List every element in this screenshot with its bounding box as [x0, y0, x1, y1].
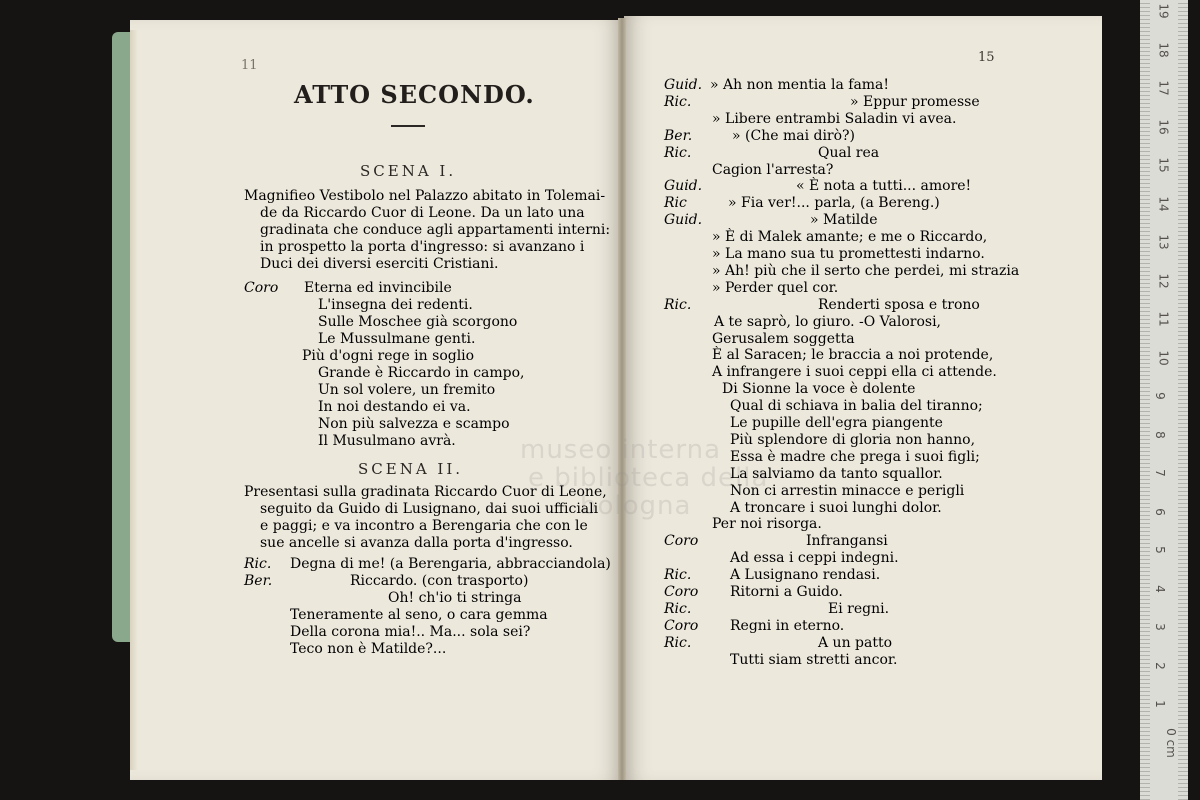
- ruler-number: 1: [1152, 700, 1167, 708]
- ruler-number: 14: [1156, 195, 1171, 212]
- dialogue-line: A troncare i suoi lunghi dolor.: [730, 499, 942, 516]
- verse-line: Grande è Riccardo in campo,: [318, 365, 525, 381]
- dialogue-line: » Libere entrambi Saladin vi avea.: [712, 110, 957, 127]
- verse-line: Eterna ed invincibile: [304, 280, 452, 296]
- ruler-number: 9: [1152, 392, 1167, 400]
- dialogue-line: » Ah non mentia la fama!: [710, 77, 890, 93]
- speaker-label: Ric.: [244, 556, 272, 572]
- stage-direction: [244, 188, 611, 273]
- stage-line: Magnifieo Vestibolo nel Palazzo abitato in Tolemai-: [244, 188, 606, 204]
- verse-line: Sulle Moschee già scorgono: [318, 314, 518, 330]
- dialogue-line: » (Che mai dirò?): [732, 127, 856, 144]
- ruler-number: 16: [1156, 118, 1171, 135]
- ruler-number: 3: [1152, 623, 1167, 631]
- stage-line: sue ancelle si avanza dalla porta d'ingresso.: [260, 535, 573, 551]
- dialogue-line: » La mano sua tu promettesti indarno.: [712, 246, 985, 262]
- ruler-number: 5: [1152, 546, 1167, 554]
- dialogue-line: » Fia ver!... parla, (a Bereng.): [728, 195, 940, 212]
- ruler-number: 8: [1152, 430, 1167, 439]
- speaker-label: Ric.: [664, 296, 692, 313]
- speaker-label: Ric.: [664, 634, 692, 651]
- speaker-label: Guid.: [664, 212, 703, 229]
- dialogue-line: La salviamo da tanto squallor.: [730, 465, 943, 482]
- verse-line: Il Musulmano avrà.: [318, 433, 456, 449]
- ruler-number: 13: [1156, 234, 1171, 250]
- book-gutter: [618, 18, 626, 780]
- scene-title: SCENA II.: [358, 460, 464, 478]
- stage-line: Duci dei diversi eserciti Cristiani.: [260, 256, 499, 272]
- ruler-number: 15: [1156, 157, 1171, 173]
- ruler-number: 10: [1156, 349, 1171, 366]
- ruler-number: 4: [1152, 584, 1167, 593]
- dialogue-line: » Perder quel cor.: [712, 279, 839, 296]
- speaker-label: Guid.: [664, 77, 703, 93]
- dialogue-line: Ritorni a Guido.: [730, 584, 843, 600]
- stage-line: gradinata che conduce agli appartamenti interni:: [260, 222, 611, 238]
- speaker-label: Ric.: [664, 600, 692, 617]
- dialogue-line: Regni in eterno.: [730, 617, 845, 634]
- dialogue-line: Riccardo. (con trasporto): [350, 573, 529, 589]
- stage-direction: [244, 484, 607, 552]
- page-number: 15: [978, 50, 995, 65]
- speaker-label: Coro: [664, 617, 699, 634]
- dialogue-line: Ad essa i ceppi indegni.: [730, 550, 899, 567]
- dialogue-line: Più splendore di gloria non hanno,: [730, 431, 976, 448]
- dialogue-line: Della corona mia!.. Ma... sola sei?: [290, 624, 531, 640]
- speaker-label: Ric: [664, 195, 687, 212]
- stage-line: de da Riccardo Cuor di Leone. Da un lato una: [260, 205, 585, 221]
- verse-line: Più d'ogni rege in soglio: [302, 348, 475, 364]
- act-title: ATTO SECONDO.: [294, 80, 535, 109]
- ruler-number: 6: [1152, 507, 1167, 516]
- ruler-number: 2: [1152, 661, 1167, 670]
- dialogue-line: Degna di me! (a Berengaria, abbracciandola): [290, 556, 611, 572]
- dialogue-line: A infrangere i suoi ceppi ella ci attende.: [712, 364, 997, 381]
- stage-line: in prospetto la porta d'ingresso: si avanzano i: [260, 239, 585, 255]
- watermark-line: e biblioteca della: [528, 463, 769, 493]
- dialogue-line: » Matilde: [810, 212, 878, 229]
- dialogue-line: Non ci arrestin minacce e perigli: [730, 482, 965, 499]
- stage-line: e paggi; e va incontro a Berengaria che con le: [260, 518, 588, 534]
- stage-line: seguito da Guido di Lusignano, dai suoi ufficiali: [260, 501, 599, 517]
- speaker-label: Coro: [664, 584, 699, 600]
- scene-title: SCENA I.: [360, 162, 457, 180]
- ruler-number: 19: [1156, 3, 1171, 19]
- speaker-label: Ric.: [664, 144, 692, 161]
- speaker-label: Ber.: [664, 127, 693, 144]
- page-edge: [130, 30, 138, 770]
- dialogue-line: Renderti sposa e trono: [818, 296, 980, 313]
- dialogue-line: Le pupille dell'egra piangente: [730, 415, 943, 431]
- verse-line: Le Mussulmane genti.: [318, 331, 476, 347]
- dialogue-line: Qual rea: [818, 144, 880, 161]
- dialogue-line: Qual di schiava in balia del tiranno;: [730, 398, 983, 415]
- dialogue-line: « È nota a tutti... amore!: [796, 178, 972, 195]
- speaker-label: Coro: [244, 280, 279, 296]
- dialogue-line: A Lusignano rendasi.: [730, 567, 881, 584]
- dialogue-line: A te saprò, lo giuro. -O Valorosi,: [714, 313, 941, 330]
- ruler-number: 7: [1152, 469, 1167, 477]
- dialogue-line: Infrangansi: [806, 533, 888, 550]
- verse-line: Un sol volere, un fremito: [318, 382, 496, 398]
- title-rule: [391, 125, 425, 127]
- dialogue-line: Teneramente al seno, o cara gemma: [290, 607, 548, 623]
- margin-mark: 11: [241, 58, 258, 73]
- watermark-line: museo interna: [520, 435, 722, 465]
- stage-line: Presentasi sulla gradinata Riccardo Cuor di Leone,: [244, 484, 607, 500]
- dialogue-line: È al Saracen; le braccia a noi protende,: [712, 347, 994, 364]
- dialogue-line: Tutti siam stretti ancor.: [730, 651, 898, 668]
- dialogue-line: Di Sionne la voce è dolente: [722, 381, 916, 398]
- dialogue-line: Gerusalem soggetta: [712, 330, 855, 347]
- dialogue-line: » Ah! più che il serto che perdei, mi strazia: [712, 262, 1020, 279]
- dialogue-line: Per noi risorga.: [712, 516, 822, 533]
- watermark-line: bologna: [580, 491, 692, 521]
- verse-line: L'insegna dei redenti.: [318, 297, 473, 313]
- dialogue-line: Oh! ch'io ti stringa: [388, 590, 522, 606]
- ruler-number: 17: [1156, 80, 1171, 96]
- ruler-number: 11: [1156, 311, 1171, 327]
- dialogue-line: Ei regni.: [828, 600, 890, 617]
- dialogue-line: A un patto: [818, 634, 893, 651]
- ruler-number: 18: [1156, 41, 1171, 58]
- dialogue-line: » Eppur promesse: [850, 93, 980, 110]
- verse-line: In noi destando ei va.: [318, 399, 471, 415]
- speaker-label: Coro: [664, 533, 699, 550]
- ruler-number: 12: [1156, 272, 1171, 289]
- speaker-label: Ber.: [244, 573, 273, 589]
- speaker-label: Guid.: [664, 178, 703, 195]
- dialogue-line: Cagion l'arresta?: [712, 161, 834, 178]
- verse-line: Non più salvezza e scampo: [318, 416, 510, 432]
- speaker-label: Ric.: [664, 567, 692, 584]
- dialogue-line: Teco non è Matilde?...: [290, 641, 447, 657]
- dialogue-line: » È di Malek amante; e me o Riccardo,: [712, 229, 988, 246]
- ruler-number: 0 cm: [1163, 727, 1178, 758]
- speaker-label: Ric.: [664, 93, 692, 110]
- dialogue-line: Essa è madre che prega i suoi figli;: [730, 448, 980, 465]
